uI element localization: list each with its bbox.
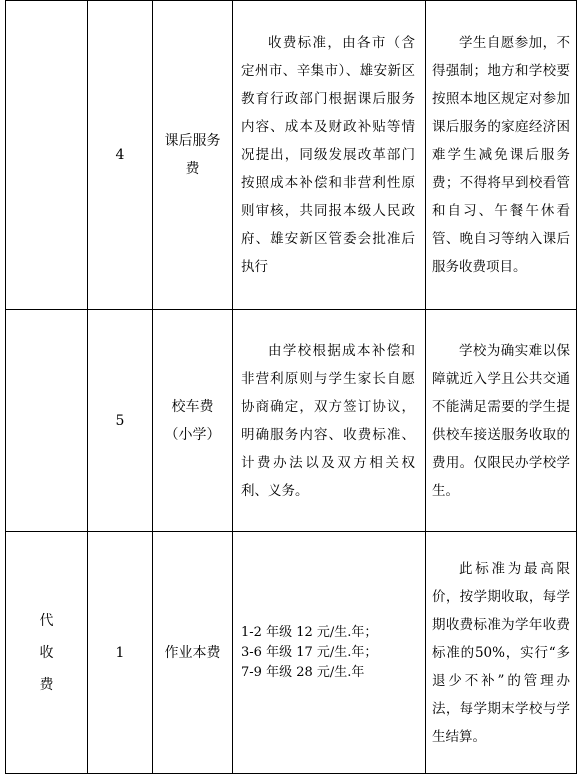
fee-standard-line: 3-6 年级 17 元/生.年； xyxy=(241,644,378,660)
fee-standard xyxy=(233,310,426,532)
fee-note-text: 学校为确实难以保障就近入学且公共交通不能满足需要的学生提供校车接送服务收取的费用。仅限民办学校学生。 xyxy=(432,342,570,499)
item-name-line2: （小学） xyxy=(164,426,221,443)
fee-standard-line: 7-9 年级 28 元/生.年 xyxy=(241,664,365,680)
row-number: 1 xyxy=(88,532,153,774)
table-row xyxy=(6,532,577,774)
fee-standard-text: 收费标准，由各市（含定州市、辛集市）、雄安新区教育行政部门根据课后服务内容、成本及财政补贴等情况提出，同级发展改革部门按照成本补偿和非营利性原则审核，共同报本级人民政府、雄安新区管委会批准后执行 xyxy=(241,35,415,275)
fee-standard xyxy=(233,532,426,774)
item-name xyxy=(153,310,233,532)
category-char: 费 xyxy=(39,676,54,693)
row-number: 4 xyxy=(88,1,153,310)
category-char: 收 xyxy=(39,644,54,661)
fee-note xyxy=(426,310,577,532)
row-number: 5 xyxy=(88,310,153,532)
fee-note-text: 此标准为最高限价，按学期收取，每学期收费标准为学年收费标准的50%，实行“多退少不补”的管理办法，每学期末学校与学生结算。 xyxy=(432,560,570,745)
item-name: 作业本费 xyxy=(153,532,233,774)
item-name-text: 课后服务费 xyxy=(164,133,221,177)
category-char: 代 xyxy=(39,612,54,629)
item-name-line1: 校车费 xyxy=(171,398,214,415)
fee-table xyxy=(5,0,577,774)
fee-note-text: 学生自愿参加，不得强制；地方和学校要按照本地区规定对参加课后服务的家庭经济困难学生减免课后服务费；不得将早到校看管和自习、午餐午休看管、晚自习等纳入课后服务收费项目。 xyxy=(432,35,570,275)
table-row xyxy=(6,1,577,310)
item-name xyxy=(153,1,233,310)
fee-standard xyxy=(233,1,426,310)
table-row xyxy=(6,310,577,532)
fee-note xyxy=(426,532,577,774)
fee-standard-text: 由学校根据成本补偿和非营利原则与学生家长自愿协商确定，双方签订协议，明确服务内容、收费标准、计费办法以及双方相关权利、义务。 xyxy=(241,342,415,499)
fee-standard-line: 1-2 年级 12 元/生.年； xyxy=(241,624,378,640)
category-cell xyxy=(6,310,88,532)
fee-note xyxy=(426,1,577,310)
category-cell xyxy=(6,532,88,774)
category-cell xyxy=(6,1,88,310)
